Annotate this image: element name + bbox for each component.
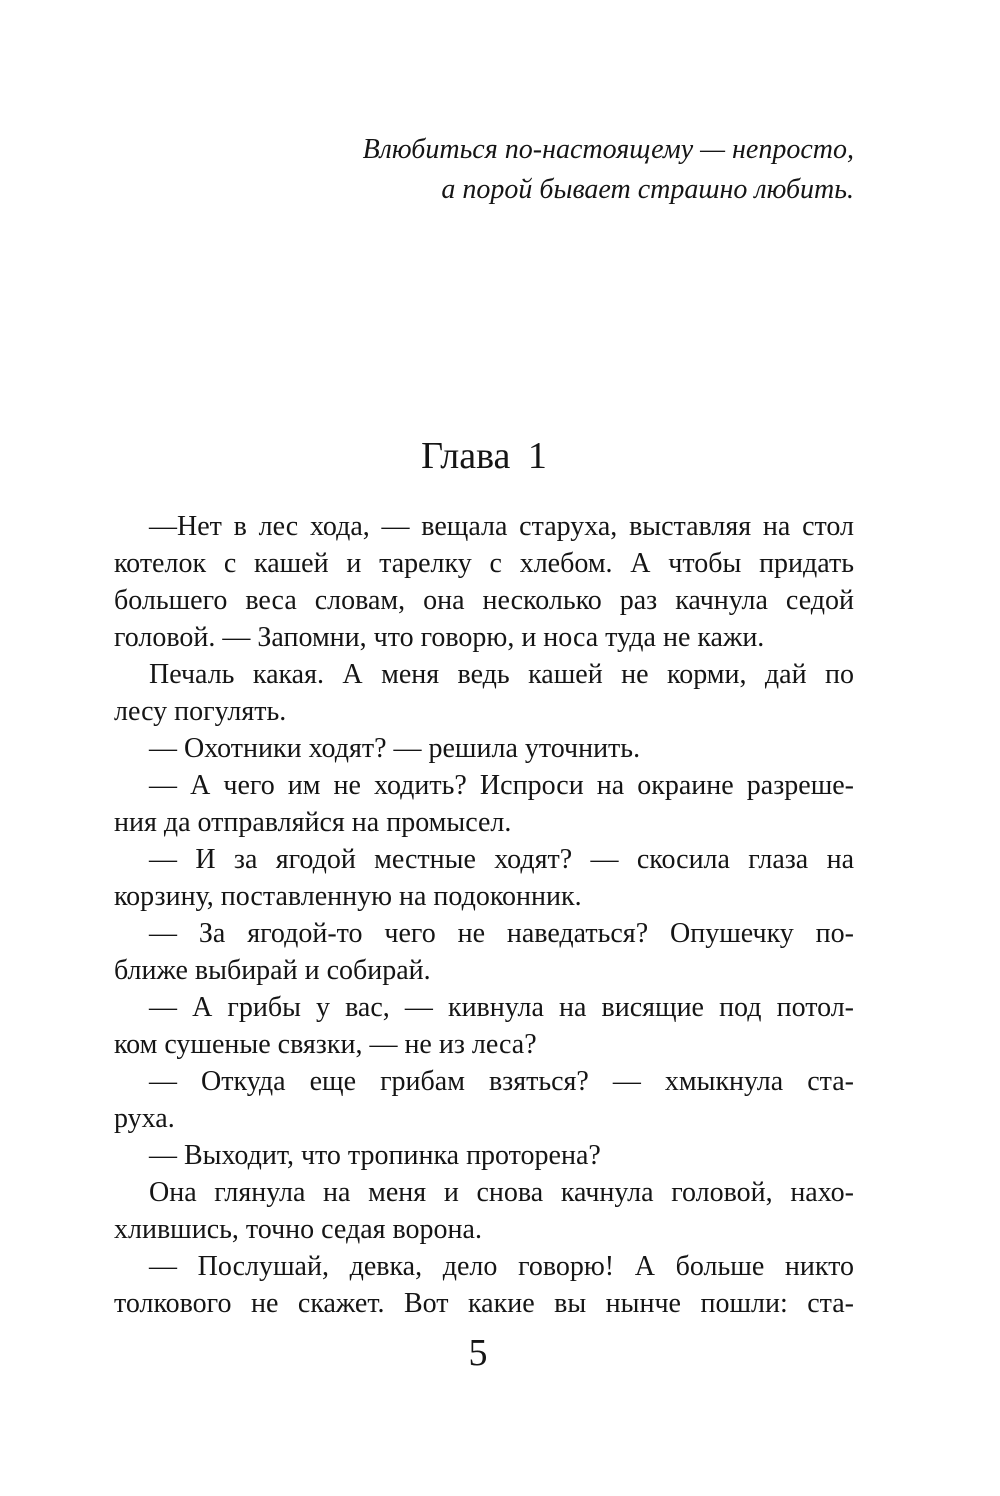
body-line: большего веса словам, она несколько раз качнула седой — [114, 585, 854, 616]
body-line: — Охотники ходят? — решила уточнить. — [149, 733, 641, 764]
body-line: —Нет в лес хода, — вещала старуха, выставляя на стол — [149, 511, 854, 542]
body-line: — И за ягодой местные ходят? — скосила глаза на — [149, 844, 854, 875]
epigraph — [114, 130, 854, 210]
body-line: ком сушеные связки, — не из леса? — [114, 1029, 537, 1060]
body-line: толкового не скажет. Вот какие вы нынче пошли: ста- — [114, 1288, 854, 1319]
body-line: ния да отправляйся на промысел. — [114, 807, 512, 838]
body-line: — Послушай, девка, дело говорю! А больше никто — [149, 1251, 854, 1282]
body-line: котелок с кашей и тарелку с хлебом. А чтобы придать — [114, 548, 854, 579]
page-number: 5 — [468, 1332, 488, 1374]
body-line: — А чего им не ходить? Испроси на окраине разреше- — [149, 770, 854, 801]
body-text — [114, 508, 854, 1322]
epigraph-line: а порой бывает страшно любить. — [441, 174, 854, 205]
body-line: корзину, поставленную на подоконник. — [114, 881, 582, 912]
body-line: головой. — Запомни, что говорю, и носа туда не кажи. — [114, 622, 765, 653]
body-line: руха. — [114, 1103, 175, 1134]
body-line: Она глянула на меня и снова качнула головой, нахо- — [149, 1177, 854, 1208]
body-line: — Выходит, что тропинка проторена? — [149, 1140, 601, 1171]
chapter-title: Глава 1 — [421, 435, 547, 477]
body-line: хлившись, точно седая ворона. — [114, 1214, 482, 1245]
body-line: лесу погулять. — [114, 696, 287, 727]
body-line: Печаль какая. А меня ведь кашей не корми, дай по — [149, 659, 854, 690]
epigraph-line: Влюбиться по-настоящему — непросто, — [362, 134, 854, 165]
body-line: ближе выбирай и собирай. — [114, 955, 431, 986]
body-line: — За ягодой-то чего не наведаться? Опушечку по- — [149, 918, 854, 949]
body-line: — А грибы у вас, — кивнула на висящие под потол- — [149, 992, 854, 1023]
body-line: — Откуда еще грибам взяться? — хмыкнула ста- — [149, 1066, 854, 1097]
